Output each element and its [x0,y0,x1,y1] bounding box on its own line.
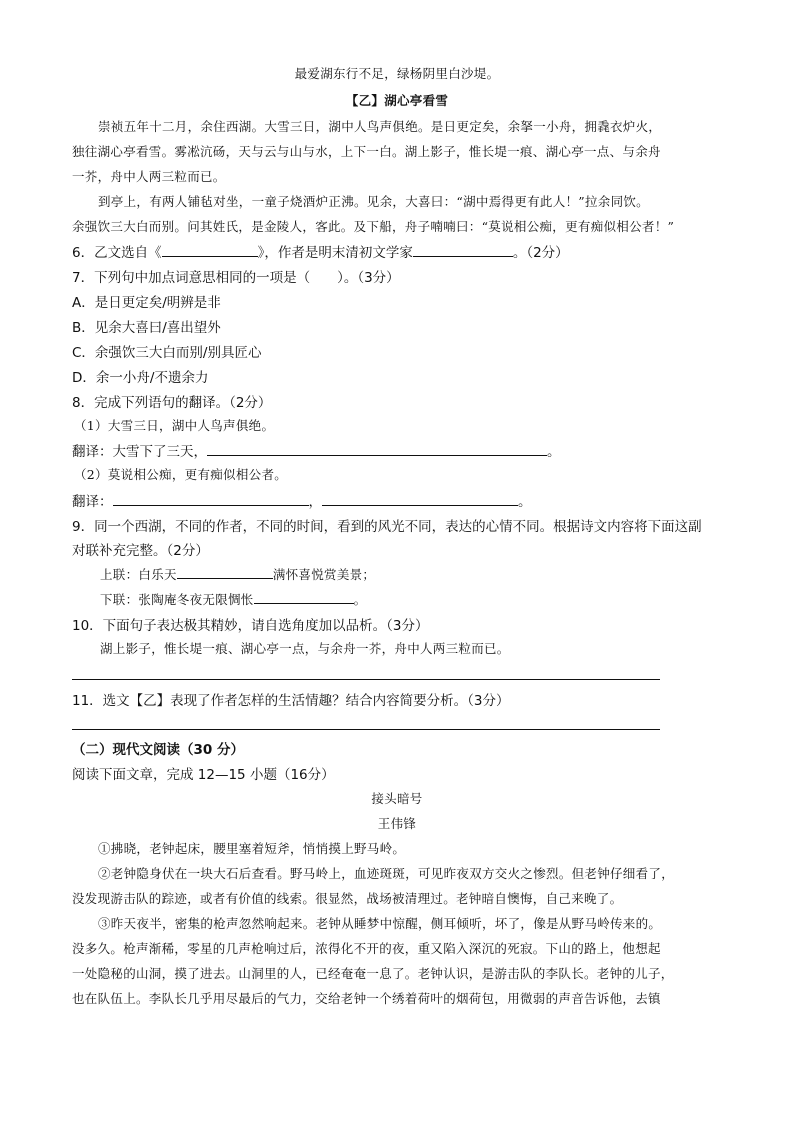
q9-up-a: 上联：白乐天 [100,567,177,582]
passage-b-line: 崇祯五年十二月，余住西湖。大雪三日，湖中人鸟声俱绝。是日更定矣，余拏一小舟，拥毳衣炉火， [98,119,662,134]
q8-t2-blank-1[interactable] [113,491,309,506]
q6-text-c: 。（2分） [512,245,569,261]
passage-b-title: 【乙】湖心亭看雪 [345,93,449,108]
question-10-stem: 10．下面句子表达极其精妙，请自选角度加以品析。（3分） [72,618,429,634]
q9-upper-blank[interactable] [177,564,273,579]
q9-down-a: 下联：张陶庵冬夜无限惆怅 [100,592,254,607]
question-9-stem-line1: 9．同一个西湖，不同的作者，不同的时间，看到的风光不同，表达的心情不同。根据诗文内容将下面这副 [72,519,702,535]
section-2-heading: （二）现代文阅读（30 分） [72,742,244,758]
article-paragraph-line: ②老钟隐身伏在一块大石后查看。野马岭上，血迹斑斑，可见昨夜双方交火之惨烈。但老钟仔细看了， [98,866,675,881]
passage-b-line: 独往湖心亭看雪。雾凇沆砀，天与云与山与水，上下一白。湖上影子，惟长堤一痕、湖心亭一点、与余舟 [72,144,661,159]
question-6 [72,241,569,261]
q10-answer-line[interactable] [72,679,660,680]
q8-sentence-1: （1）大雪三日，湖中人鸟声俱绝。 [74,418,275,433]
section-2-instruction: 阅读下面文章，完成 12—15 小题（16分） [72,767,335,783]
question-9-stem-line2: 对联补充完整。（2分） [72,543,209,559]
q8-t1-end: 。 [547,444,561,460]
question-7-stem: 7．下列句中加点词意思相同的一项是（ ）。（3分） [72,270,400,286]
q6-text-a: 6．乙文选自《 [72,245,162,261]
article-paragraph-line: 没发现游击队的踪迹，或者有价值的线索。很显然，战场被清理过。老钟暗自懊悔，自己来晚了。 [72,891,623,906]
question-8-stem: 8．完成下列语句的翻译。（2分） [72,395,272,411]
article-title: 接头暗号 [371,791,423,806]
article-paragraph-line: 没多久。枪声渐稀，零星的几声枪响过后，浓得化不开的夜，重又陷入深沉的死寂。下山的路上，他想起 [72,941,661,956]
q6-author-blank[interactable] [413,242,513,257]
q8-translation-1 [72,440,561,460]
article-author: 王伟锋 [377,816,417,831]
q8-t1-prefix: 翻译：大雪下了三天， [72,444,207,460]
article-paragraph-line: 也在队伍上。李队长几乎用尽最后的气力，交给老钟一个绣着荷叶的烟荷包，用微弱的声音告诉他，去镇 [72,991,661,1006]
q9-down-b: 。 [353,592,367,607]
q8-translation-2 [72,490,532,510]
q7-option-c: C．余强饮三大白而别/别具匠心 [72,345,262,361]
q8-t1-blank[interactable] [207,441,547,456]
q9-lower-blank[interactable] [254,589,354,604]
q7-option-a: A．是日更定矣/明辨是非 [72,295,221,311]
q8-t2-blank-2[interactable] [322,491,518,506]
article-paragraph-line: 一处隐秘的山洞，摸了进去。山洞里的人，已经奄奄一息了。老钟认识，是游击队的李队长。老钟的儿子， [72,966,674,981]
q7-option-d: D．余一小舟/不遗余力 [72,370,209,386]
q10-quote: 湖上影子，惟长堤一痕、湖心亭一点，与余舟一芥，舟中人两三粒而已。 [100,641,510,656]
q6-text-b: 》，作者是明末清初文学家 [257,245,413,261]
passage-b-line: 到亭上，有两人铺毡对坐，一童子烧酒炉正沸。见余，大喜曰：“湖中焉得更有此人！”拉余同饮。 [98,194,649,209]
q11-answer-line[interactable] [72,729,660,730]
question-11-stem: 11．选文【乙】表现了作者怎样的生活情趣？结合内容简要分析。（3分） [72,693,510,709]
poem-last-line: 最爱湖东行不足，绿杨阴里白沙堤。 [294,66,500,81]
q9-up-b: 满怀喜悦赏美景； [272,567,376,582]
q6-source-blank[interactable] [162,242,258,257]
q8-t2-end: 。 [518,494,532,510]
q9-lower-couplet [100,589,366,608]
q8-t2-prefix: 翻译： [72,494,113,510]
passage-b-line: 余强饮三大白而别。问其姓氏，是金陵人，客此。及下船，舟子喃喃曰：“莫说相公痴，更有痴似相公者！” [72,219,675,234]
article-paragraph-line: ①拂晓，老钟起床，腰里塞着短斧，悄悄摸上野马岭。 [98,841,406,856]
q7-option-b: B．见余大喜曰/喜出望外 [72,320,221,336]
passage-b-line: 一芥，舟中人两三粒而已。 [72,169,226,184]
q9-upper-couplet [100,564,375,583]
q8-sentence-2: （2）莫说相公痴，更有痴似相公者。 [74,467,288,482]
q8-t2-mid: ， [308,494,322,510]
article-paragraph-line: ③昨天夜半，密集的枪声忽然响起来。老钟从睡梦中惊醒，侧耳倾听，坏了，像是从野马岭传来的。 [98,916,662,931]
